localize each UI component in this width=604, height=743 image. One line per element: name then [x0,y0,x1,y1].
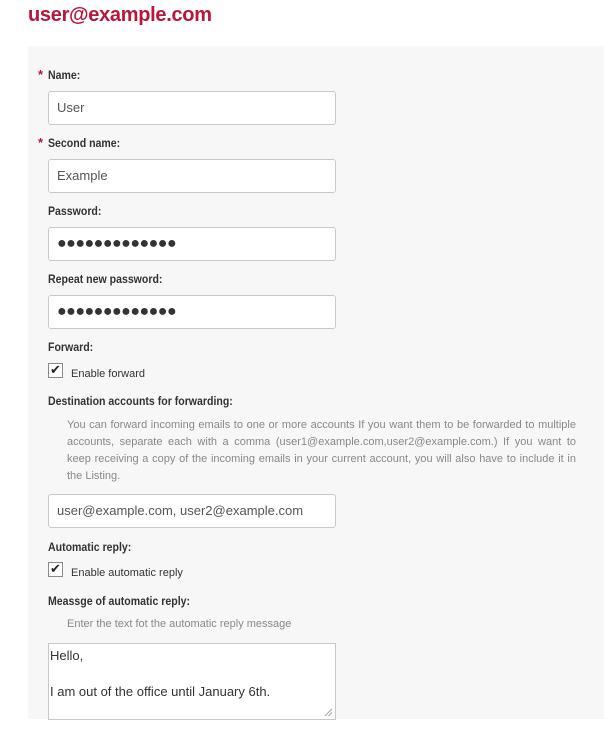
automatic-reply-label: Automatic reply: [48,540,132,554]
automatic-reply-message-textarea[interactable]: Hello, I am out of the office until January 6th. [48,643,336,720]
name-input[interactable]: User [48,91,336,125]
repeat-password-input[interactable]: ●●●●●●●●●●●●● [48,295,336,329]
automatic-reply-message-label: Meassge of automatic reply: [48,594,191,608]
enable-automatic-reply-label[interactable]: Enable automatic reply [71,567,183,579]
required-marker: * [38,67,44,82]
page-title: user@example.com [28,4,212,26]
required-marker: * [38,135,44,150]
enable-automatic-reply-checkbox[interactable]: ✔ [48,562,63,577]
automatic-reply-help-text: Enter the text fot the automatic reply message [67,618,292,630]
password-input[interactable]: ●●●●●●●●●●●●● [48,227,336,261]
password-label: Password: [48,204,102,218]
repeat-password-label: Repeat new password: [48,272,163,286]
second-name-input[interactable]: Example [48,159,336,193]
destination-accounts-input[interactable]: user@example.com, user2@example.com [48,494,336,528]
destination-help-text: You can forward incoming emails to one or more accounts If you want them to be forwarded to multiple accounts, separate each with a comma (user1@example.com,user2@example.com.) If you want to keep receiving a copy of the incoming emails in your current account, you will also have to include it in the Listing. [67,419,576,482]
enable-forward-checkbox[interactable]: ✔ [48,363,63,378]
second-name-label: Second name: [48,136,121,150]
name-label: Name: [48,68,81,82]
forward-label: Forward: [48,340,94,354]
enable-forward-label[interactable]: Enable forward [71,368,145,380]
resize-grip-icon[interactable] [323,707,333,717]
destination-accounts-label: Destination accounts for forwarding: [48,394,233,408]
